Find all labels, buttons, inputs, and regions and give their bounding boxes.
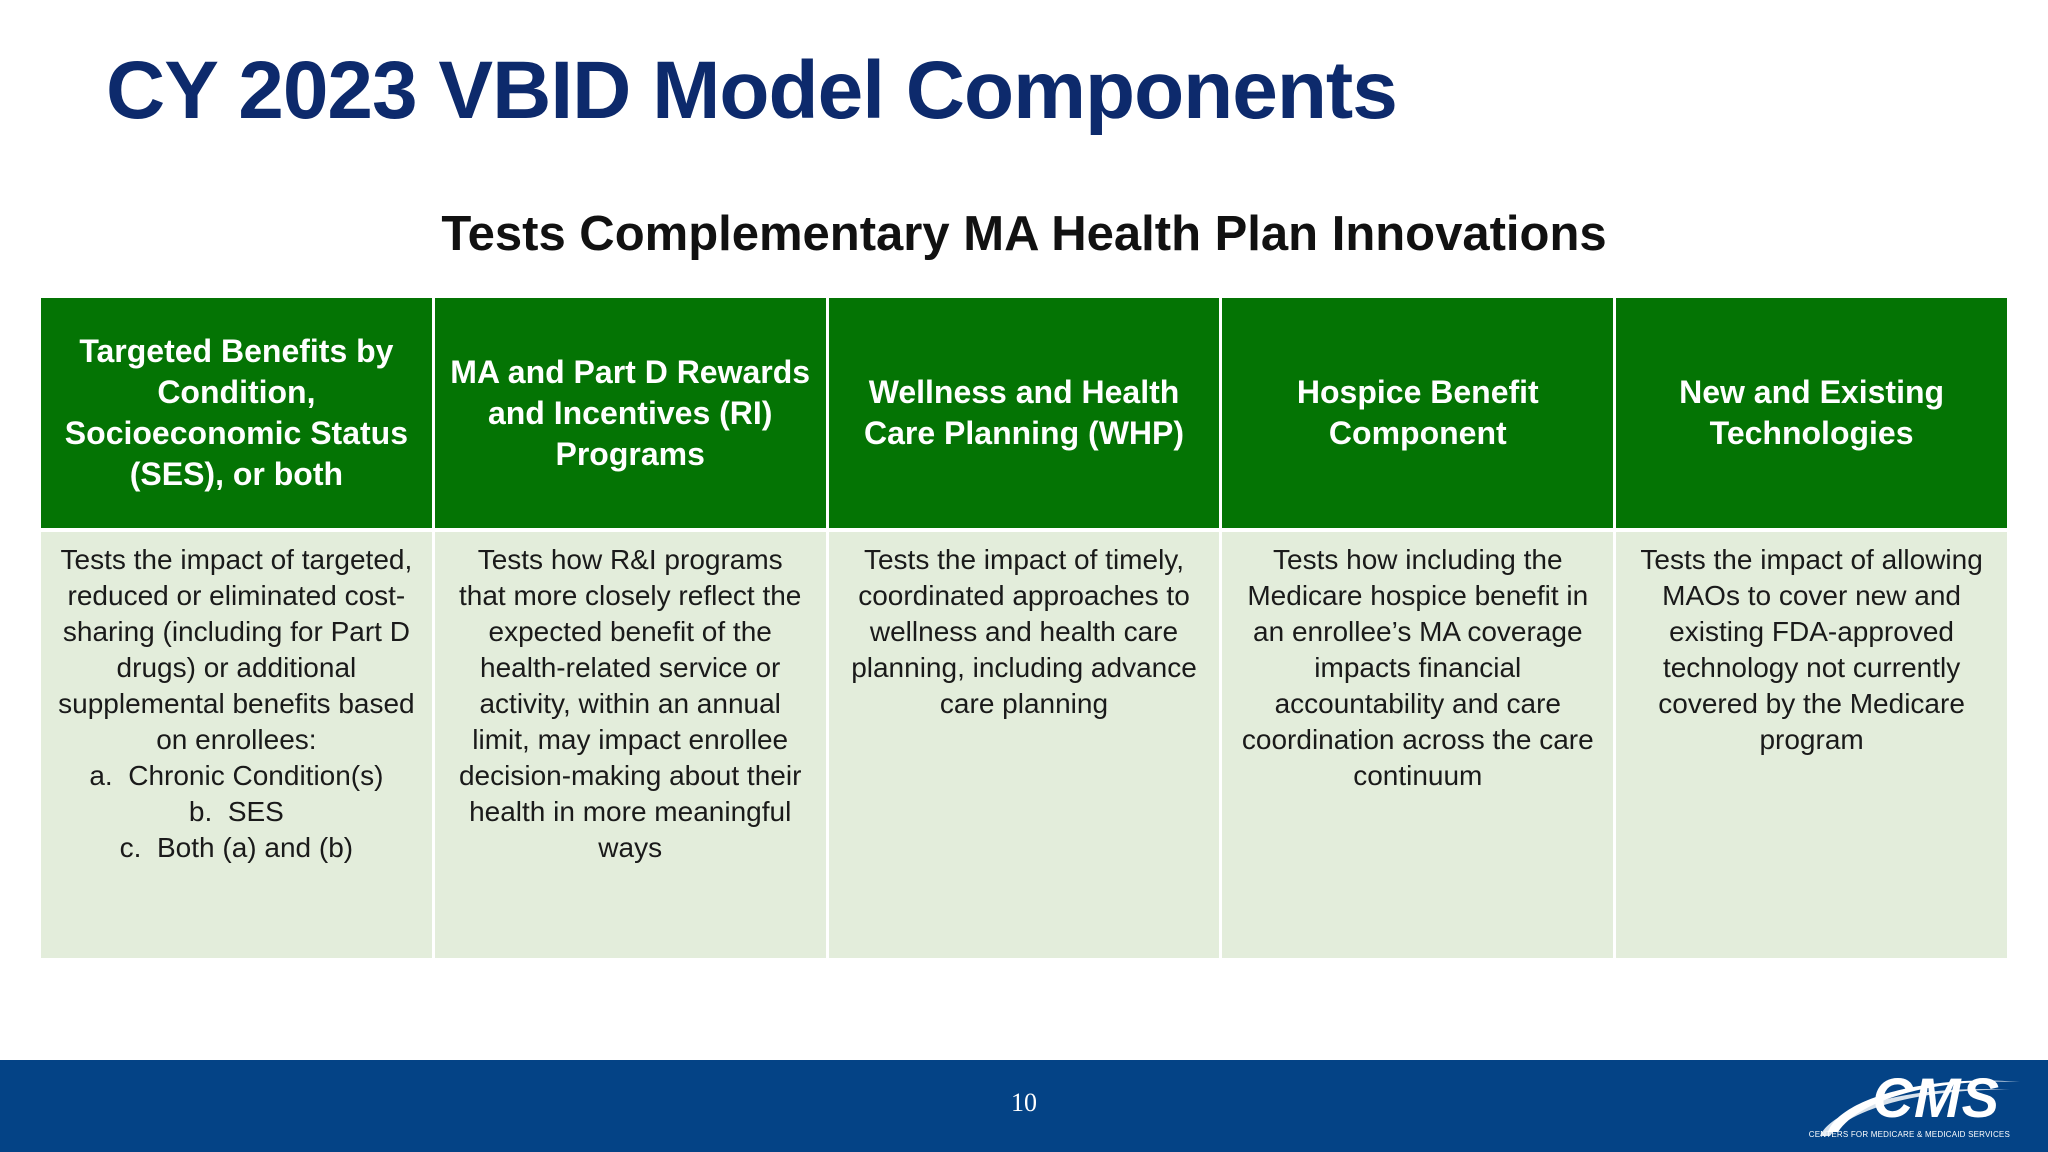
- slide-subtitle: Tests Complementary MA Health Plan Innovations: [441, 207, 1607, 261]
- component-description-text: Tests the impact of timely, coordinated approaches to wellness and health care planning, including advance care planning: [851, 544, 1197, 719]
- component-header-hospice: Hospice Benefit Component: [1222, 298, 1613, 528]
- condition-list: [57, 758, 416, 866]
- list-item: a. Chronic Condition(s): [89, 760, 384, 791]
- list-item: b. SES: [188, 796, 284, 827]
- component-description-text: Tests how R&I programs that more closely reflect the expected benefit of the health-related service or activity, within an annual limit, may impact enrollee decision-making about their health in more meaningful ways: [458, 544, 802, 863]
- slide-title: CY 2023 VBID Model Components: [106, 45, 1397, 136]
- list-item: c. Both (a) and (b): [119, 832, 354, 863]
- component-description-targeted-benefits: [41, 532, 432, 958]
- component-header-rewards-incentives: MA and Part D Rewards and Incentives (RI) Programs: [435, 298, 826, 528]
- component-description-hospice: [1222, 532, 1613, 958]
- cms-logo: [1810, 1068, 2030, 1148]
- components-table: [41, 298, 2007, 958]
- footer-band: [0, 1060, 2048, 1152]
- component-description-wellness-planning: [829, 532, 1220, 958]
- cms-logo-tagline: CENTERS FOR MEDICARE & MEDICAID SERVICES: [1808, 1130, 2010, 1139]
- component-description-text: Tests how including the Medicare hospice benefit in an enrollee’s MA coverage impacts financial accountability and care coordination across the care continuum: [1241, 544, 1594, 791]
- component-header-wellness-planning: Wellness and Health Care Planning (WHP): [829, 298, 1220, 528]
- component-header-technologies: New and Existing Technologies: [1616, 298, 2007, 528]
- component-description-text: Tests the impact of targeted, reduced or eliminated cost-sharing (including for Part D drugs) or additional supplemental benefits based on enrollees:: [58, 544, 415, 755]
- cms-logo-text: CMS: [1872, 1066, 2000, 1129]
- component-description-rewards-incentives: [435, 532, 826, 958]
- page-number: 10: [1011, 1088, 1037, 1117]
- component-header-targeted-benefits: Targeted Benefits by Condition, Socioeconomic Status (SES), or both: [41, 298, 432, 528]
- component-description-technologies: [1616, 532, 2007, 958]
- component-description-text: Tests the impact of allowing MAOs to cover new and existing FDA-approved technology not currently covered by the Medicare program: [1640, 544, 1983, 755]
